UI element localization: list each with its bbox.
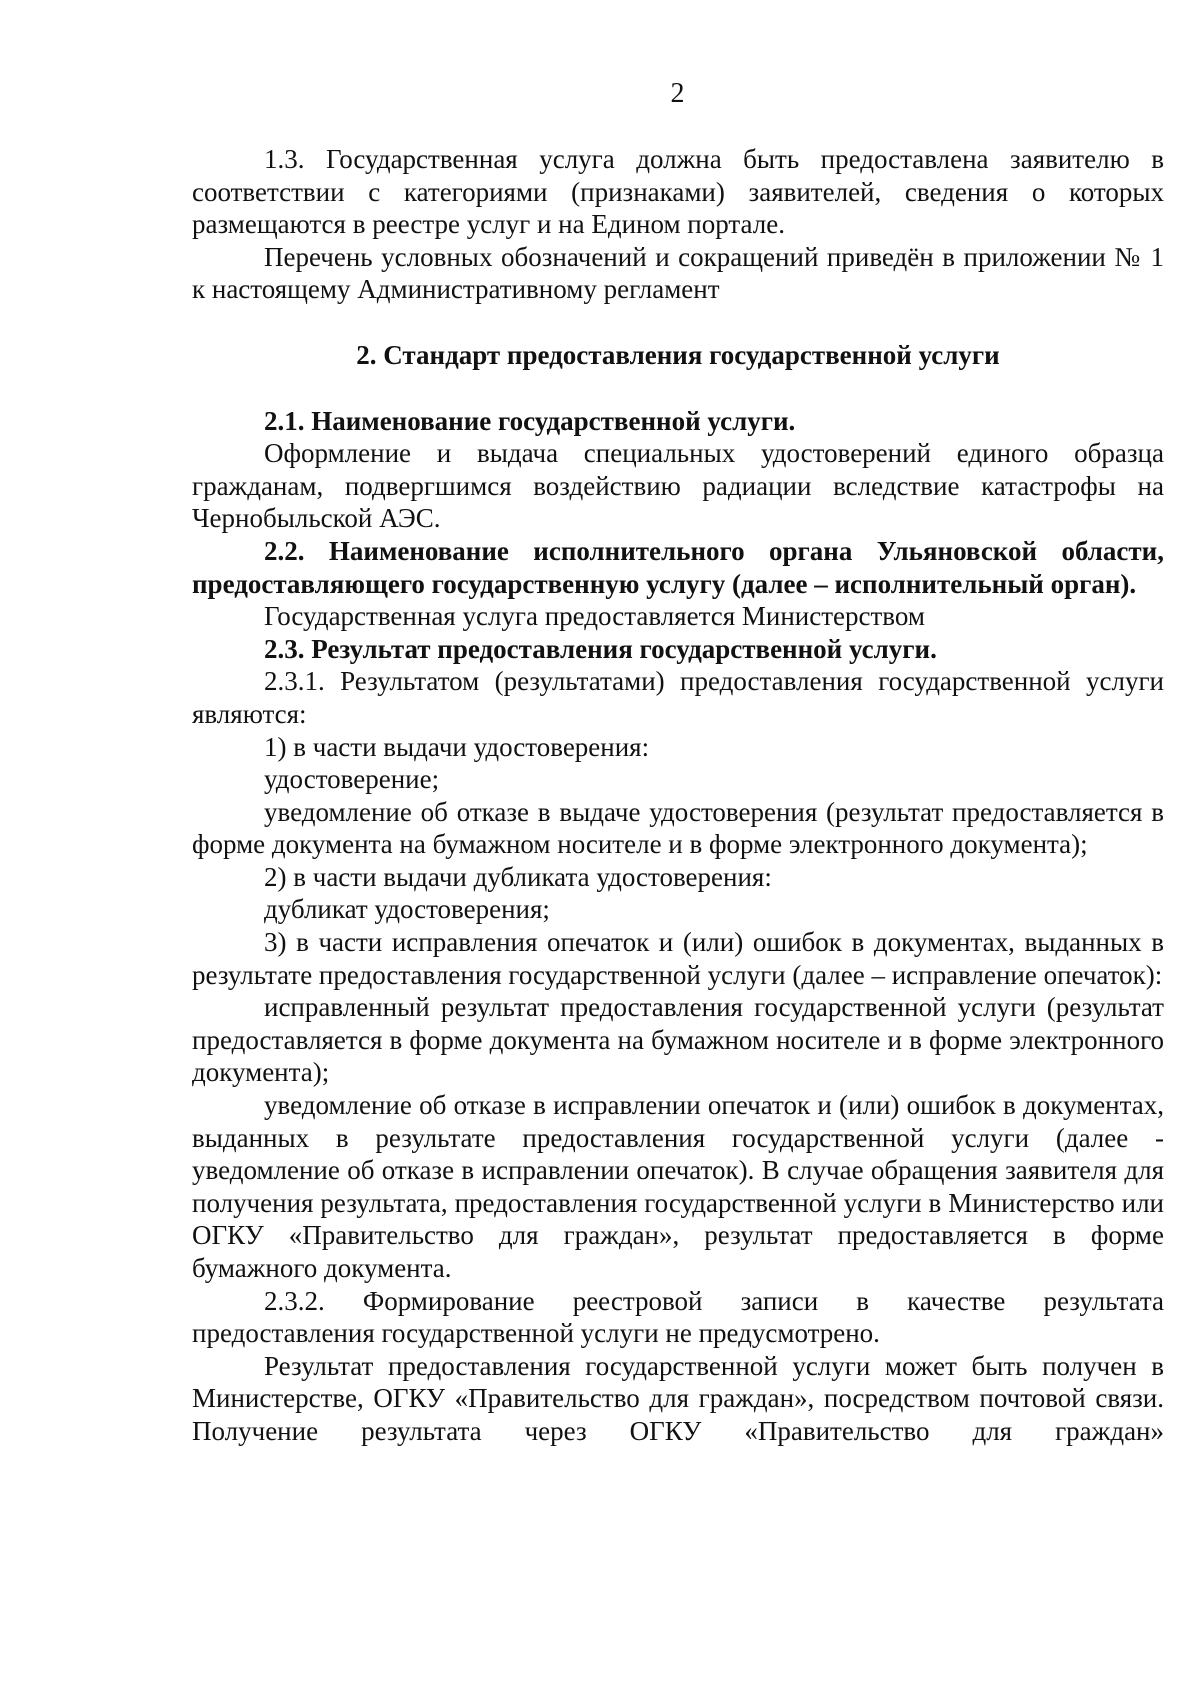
paragraph-provider: Государственная услуга предоставляется Министерством	[264, 601, 925, 632]
document-body	[192, 143, 1164, 1448]
heading-2-3: 2.3. Результат предоставления государственной услуги.	[264, 633, 937, 664]
paragraph-abbreviations: Перечень условных обозначений и сокращений приведён в приложении № 1 к настоящему Административному регламент	[192, 241, 1164, 305]
paragraph-service-name: Оформление и выдача специальных удостоверений единого образца гражданам, подвергшимся воздействию радиации вследствие катастрофы на Чернобыльской АЭС.	[192, 438, 1164, 534]
list-item-1: 1) в части выдачи удостоверения:	[264, 731, 650, 762]
paragraph-certificate: удостоверение;	[264, 764, 440, 795]
paragraph-2-3-1: 2.3.1. Результатом (результатами) предоставления государственной услуги являются:	[192, 666, 1164, 729]
paragraph-corrected-result: исправленный результат предоставления государственной услуги (результат предоставляется в форме документа на бумажном носителе и в форме электронного документа);	[192, 992, 1164, 1088]
heading-2-1: 2.1. Наименование государственной услуги.	[264, 405, 796, 436]
list-item-3: 3) в части исправления опечаток и (или) ошибок в документах, выданных в результате предоставления государственной услуги (далее – исправление опечаток):	[192, 927, 1164, 990]
paragraph-2-3-2: 2.3.2. Формирование реестровой записи в качестве результата предоставления государственной услуги не предусмотрено.	[192, 1285, 1164, 1349]
heading-2-2: 2.2. Наименование исполнительного органа Ульяновской области, предоставляющего государственную услугу (далее – исполнительный орган).	[192, 535, 1164, 599]
paragraph-refusal-notice: уведомление об отказе в выдаче удостоверения (результат предоставляется в форме документа на бумажном носителе и в форме электронного документа);	[192, 796, 1164, 860]
section-heading-2: 2. Стандарт предоставления государственной услуги	[356, 339, 1000, 370]
page-number: 2	[670, 78, 685, 109]
paragraph-1-3: 1.3. Государственная услуга должна быть предоставлена заявителю в соответствии с категориями (признаками) заявителей, сведения о которых размещаются в реестре услуг и на Едином портале.	[192, 144, 1164, 240]
paragraph-duplicate: дубликат удостоверения;	[264, 894, 550, 925]
paragraph-result-delivery: Результат предоставления государственной услуги может быть получен в Министерстве, ОГКУ «Правительство для граждан», посредством почтовой связи. Получение результата через ОГКУ «Правительство для граждан»	[192, 1350, 1164, 1446]
paragraph-correction-refusal: уведомление об отказе в исправлении опечаток и (или) ошибок в документах, выданных в результате предоставления государственной услуги (далее - уведомление об отказе в исправлении опечаток). В случае обращения заявителя для получения результата, предоставления государственной услуги в Министерство или ОГКУ «Правительство для граждан», результат предоставляется в форме бумажного документа.	[192, 1090, 1164, 1283]
list-item-2: 2) в части выдачи дубликата удостоверения:	[264, 861, 772, 892]
